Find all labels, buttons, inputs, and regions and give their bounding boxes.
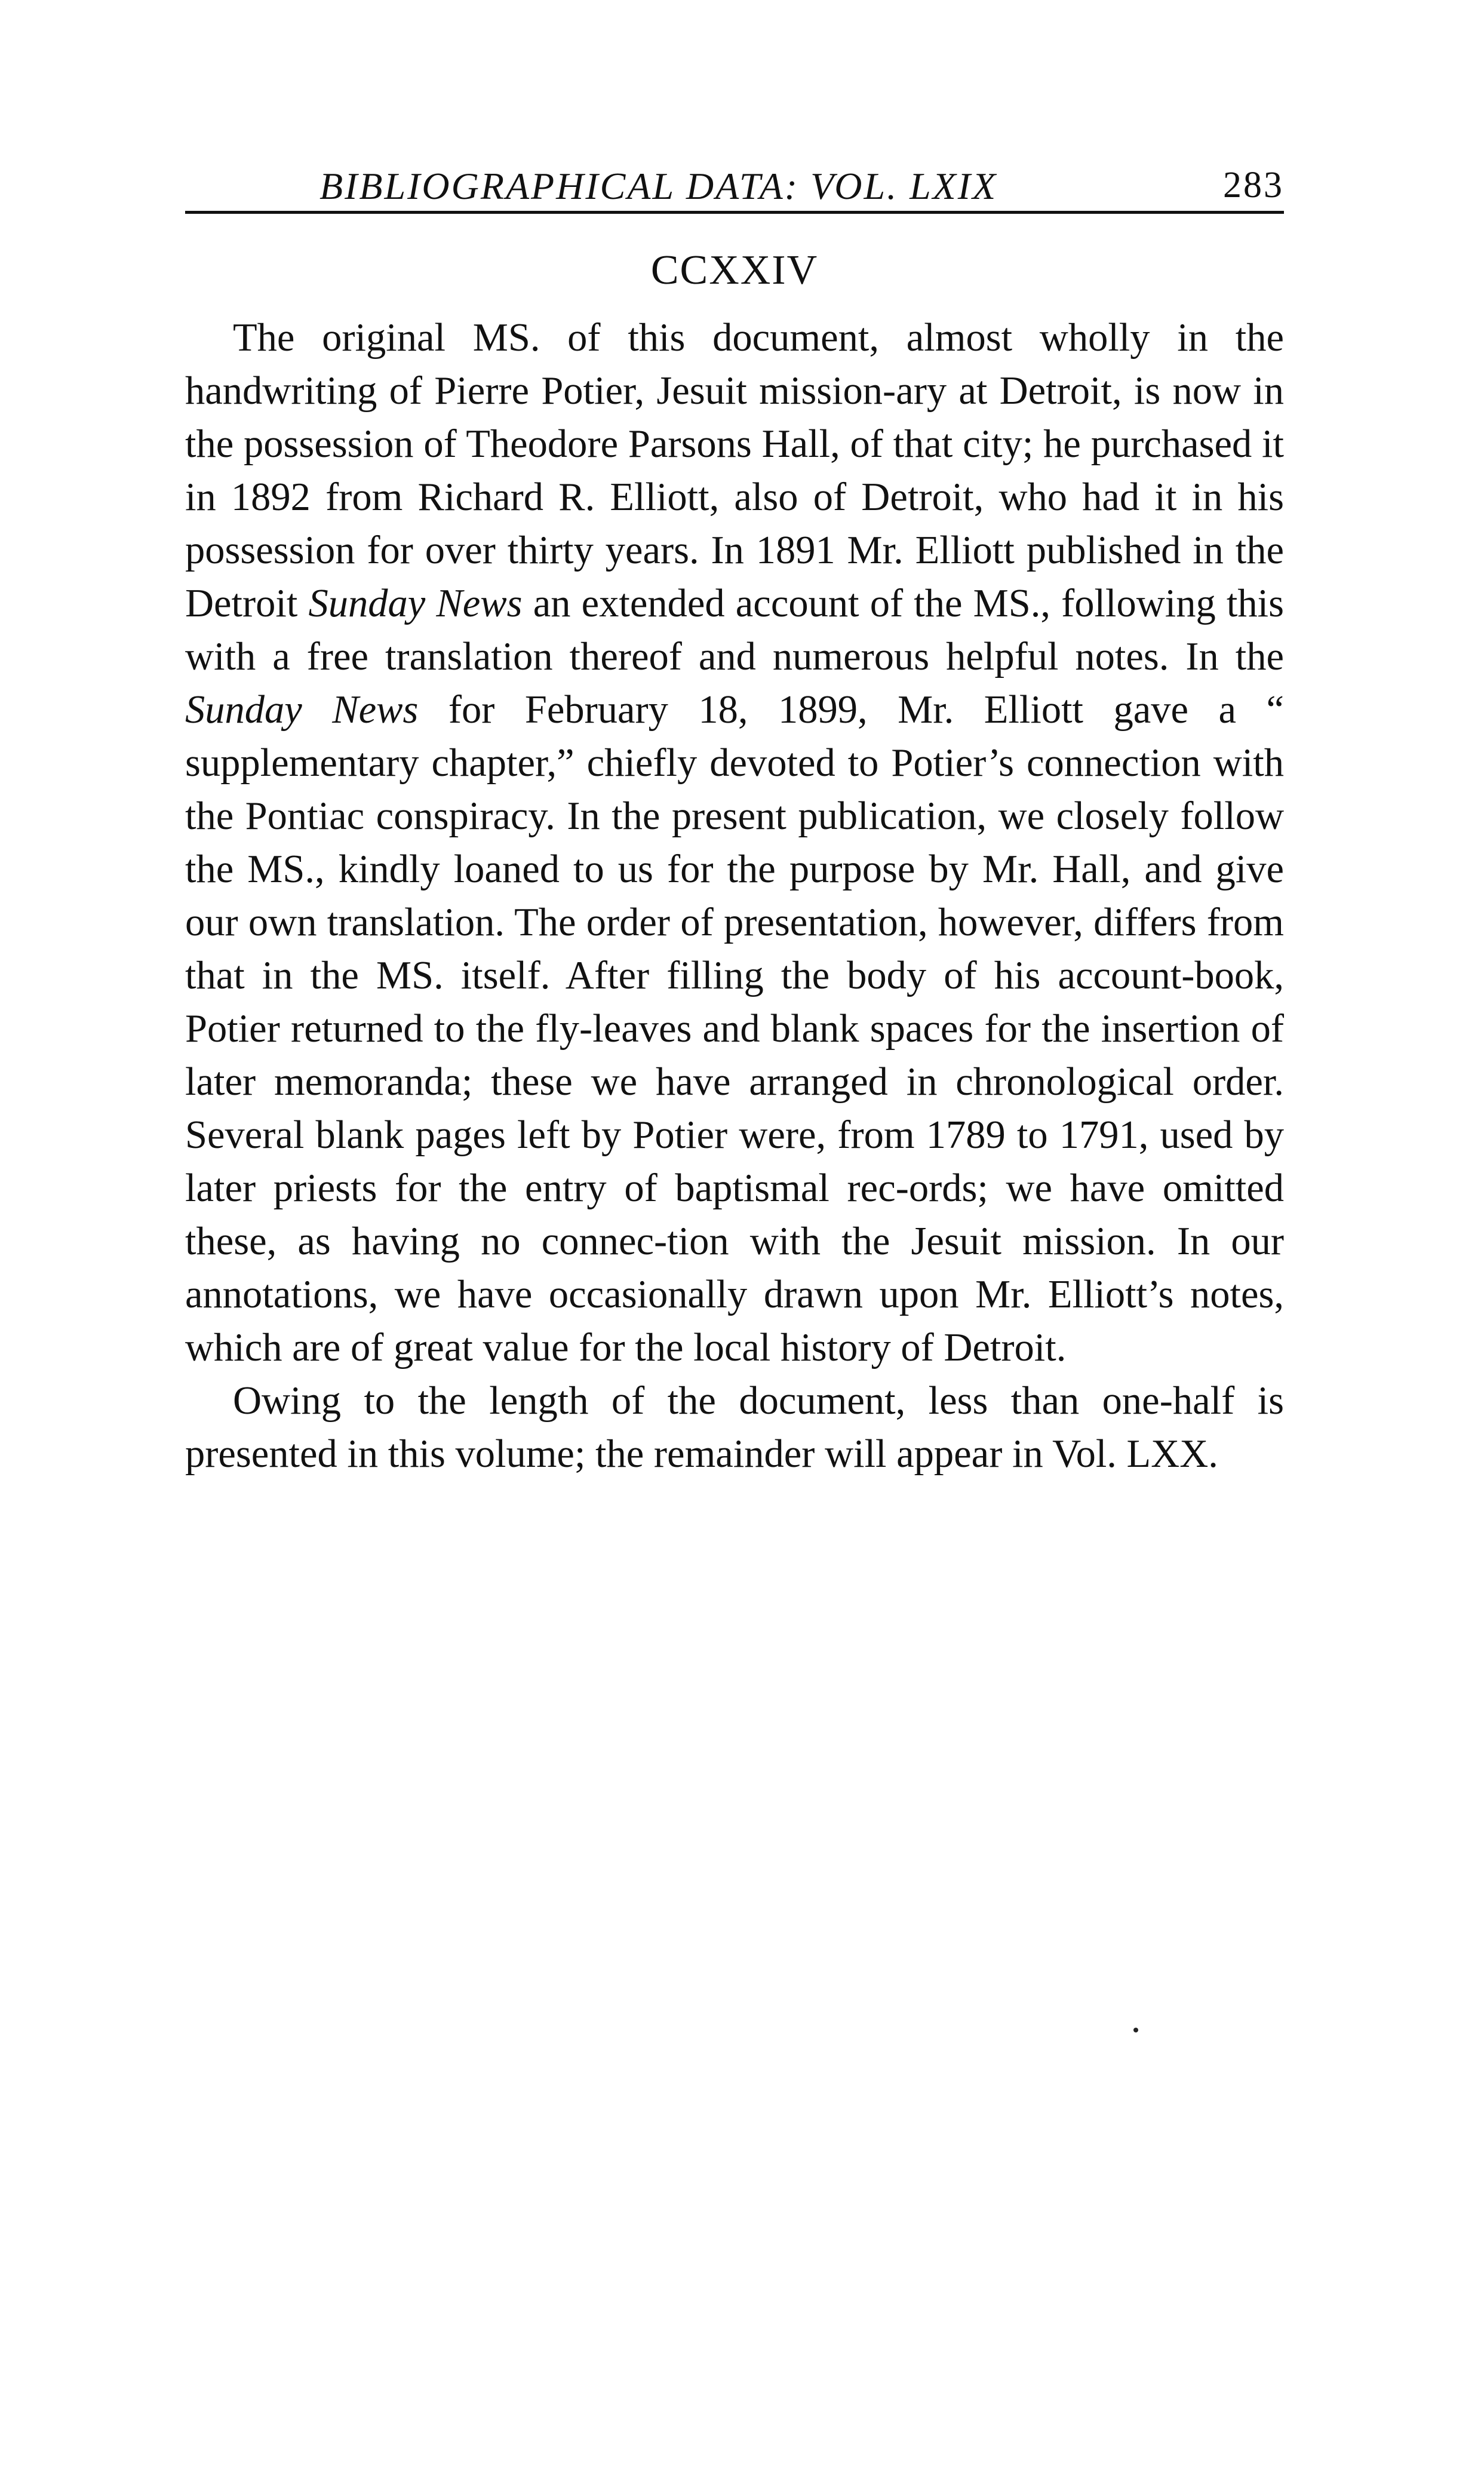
running-head [185, 152, 1284, 206]
paragraph-2: Owing to the length of the document, less than one-half is presented in this volume; the remainder will appear in Vol. LXX. [185, 1379, 1284, 1476]
paragraph-1 [185, 311, 1284, 1374]
page [185, 152, 1284, 1481]
header-rule [185, 211, 1284, 214]
paragraph-1-text-3: for February 18, 1899, Mr. Elliott gave a “ supplementary chapter,” chiefly devoted to Potier’s connection with the Pontiac conspiracy. In the present publication, we closely follow the MS., kindly loaned to us for the purpose by Mr. Hall, and give our own translation. The order of presentation, however, differs from that in the MS. itself. After filling the body of his account-book, Potier returned to the fly-leaves and blank spaces for the insertion of later memoranda; these we have arranged in chronological order. Several blank pages left by Potier were, from 1789 to 1791, used by later priests for the entry of baptismal rec-ords; we have omitted these, as having no connec-tion with the Jesuit mission. In our annotations, we have occasionally drawn upon Mr. Elliott’s notes, which are of great value for the local history of Detroit. [185, 688, 1285, 1369]
newspaper-title-1: Sunday News [308, 582, 523, 625]
page-number: 283 [1223, 165, 1284, 205]
paragraph-1-text-2: an extended account of the MS., following this with a free translation thereof and numerous helpful notes. In the [185, 582, 1284, 678]
newspaper-title-2: Sunday News [185, 688, 419, 732]
print-speck [1133, 2028, 1138, 2032]
document-number: CCXXIV [650, 247, 819, 293]
paragraph-1-text-1: The original MS. of this document, almost wholly in the handwriting of Pierre Potier, Jesuit mission-ary at Detroit, is now in the possession of Theodore Parsons Hall, of that city; he purchased it in 1892 from Richard R. Elliott, also of Detroit, who had it in his possession for over thirty years. In 1891 Mr. Elliott published in the Detroit [185, 316, 1284, 625]
running-title: BIBLIOGRAPHICAL DATA: VOL. LXIX [319, 165, 998, 207]
